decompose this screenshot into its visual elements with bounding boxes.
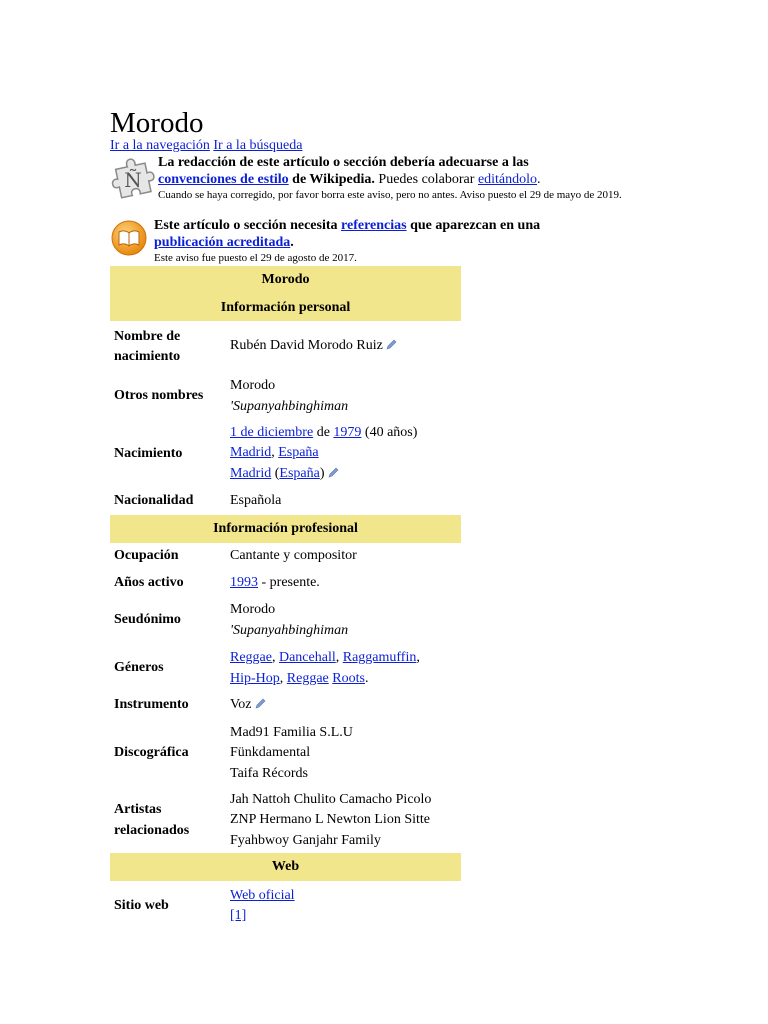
other-names-line: Morodo (230, 378, 276, 393)
related-artists-label: Artistas relacionados (114, 802, 190, 838)
related-artists-line: ZNP Hermano L Newton Lion Sitte (230, 812, 430, 828)
pseudonym-line: 'Supanyahbinghiman (230, 622, 349, 638)
birth-country-link[interactable]: España (278, 445, 319, 461)
record-label-item: Taifa Récords (230, 765, 308, 781)
record-label-item: Fünkdamental (230, 745, 311, 761)
website-value (229, 881, 461, 931)
instrument-label: Instrumento (114, 697, 189, 713)
references-link[interactable]: referencias (341, 218, 407, 233)
record-label-label: Discográfica (114, 745, 189, 761)
occupation-label: Ocupación (114, 548, 179, 564)
infobox (110, 266, 461, 931)
notice-text: Puedes colaborar (378, 172, 475, 187)
genre-link[interactable]: Dancehall (278, 650, 336, 665)
jump-to-navigation-link[interactable]: Ir a la navegación (110, 138, 210, 153)
nationality-label: Nacionalidad (114, 493, 194, 509)
style-notice-text (158, 154, 668, 203)
infobox-section-web: Web (110, 853, 461, 881)
birth-day-link[interactable]: 1 de diciembre (230, 424, 314, 440)
years-active-label: Años activo (114, 574, 184, 590)
page-title: Morodo (110, 107, 204, 140)
style-notice-small: Cuando se haya corregido, por favor borra este aviso, pero no antes. Aviso puesto el 29 de mayo de 2019. (158, 189, 622, 201)
years-active-link[interactable]: 1993 (230, 574, 258, 590)
website-reference-link[interactable]: [1] (230, 908, 247, 923)
record-label-item: Mad91 Familia S.L.U (230, 724, 353, 740)
accredited-publication-link[interactable]: publicación acreditada (154, 235, 291, 250)
other-names-line: 'Supanyahbinghiman (230, 398, 349, 414)
birth-value: 1 de diciembre de 1979 (40 años) Madrid, España Madrid (España) (229, 420, 461, 488)
pencil-icon[interactable] (386, 337, 397, 358)
related-artists-line: Jah Nattoh Chulito Camacho Picolo (230, 791, 432, 807)
official-website-link[interactable]: Web oficial (230, 887, 295, 903)
birth-label: Nacimiento (114, 445, 183, 461)
occupation-value: Cantante y compositor (230, 548, 357, 564)
birth-city-link-2[interactable]: Madrid (230, 465, 272, 481)
jump-links (110, 137, 302, 154)
other-names-label: Otros nombres (114, 388, 204, 404)
related-artists-line: Fyahbwoy Ganjahr Family (230, 832, 381, 848)
genres-label: Géneros (114, 660, 164, 676)
other-names-value (229, 373, 461, 420)
notice-text: que aparezcan en una (410, 218, 541, 233)
notice-text: La redacción de este artículo o sección debería adecuarse a las (158, 155, 529, 170)
references-notice-text (154, 217, 664, 266)
pseudonym-label: Seudónimo (114, 612, 181, 628)
birth-country-link-2[interactable]: España (279, 465, 320, 481)
pseudonym-line: Morodo (230, 602, 276, 617)
references-notice-small: Este aviso fue puesto el 29 de agosto de 2017. (154, 252, 357, 264)
years-active-value (229, 570, 461, 596)
website-label: Sitio web (114, 897, 169, 913)
pencil-icon[interactable] (328, 465, 339, 486)
genre-link[interactable]: Reggae (230, 650, 272, 665)
birth-city-link[interactable]: Madrid (230, 445, 272, 461)
notice-text: Este artículo o sección necesita (154, 218, 338, 233)
notice-text: . (290, 235, 294, 250)
nationality-value: Española (230, 493, 282, 509)
instrument-text: Voz (230, 696, 252, 712)
pseudonym-value (229, 596, 461, 645)
genre-link[interactable]: Hip-Hop (230, 670, 280, 686)
infobox-section-professional: Información profesional (110, 515, 461, 543)
book-icon (108, 217, 150, 264)
svg-text:Ñ: Ñ (124, 168, 142, 192)
birth-name-text: Rubén David Morodo Ruiz (230, 338, 383, 354)
birth-text: de (316, 424, 330, 440)
style-conventions-link[interactable]: convenciones de estilo (158, 172, 289, 187)
birth-name-label: Nombre de nacimiento (114, 328, 181, 364)
genre-link[interactable]: Roots (332, 670, 365, 686)
puzzle-piece-icon (108, 154, 156, 207)
birth-year-link[interactable]: 1979 (333, 424, 362, 440)
infobox-section-personal: Información personal (110, 295, 461, 321)
record-label-value (229, 719, 461, 788)
birth-name-value (229, 321, 461, 373)
related-artists-value (229, 788, 461, 853)
genre-link[interactable]: Raggamuffin (342, 650, 417, 665)
notice-text: . (537, 172, 541, 187)
pencil-icon[interactable] (255, 696, 266, 717)
years-active-suffix: - presente. (261, 574, 320, 590)
notice-text: de Wikipedia. (292, 172, 375, 187)
edit-link[interactable]: editándolo (477, 172, 538, 187)
jump-to-search-link[interactable]: Ir a la búsqueda (213, 138, 303, 153)
genres-value: Reggae, Dancehall, Raggamuffin, Hip-Hop, Reggae Roots. (230, 650, 420, 686)
birth-age: (40 años) (364, 424, 418, 440)
instrument-value (229, 692, 461, 719)
genre-link[interactable]: Reggae (286, 670, 329, 686)
infobox-title: Morodo (110, 266, 461, 295)
